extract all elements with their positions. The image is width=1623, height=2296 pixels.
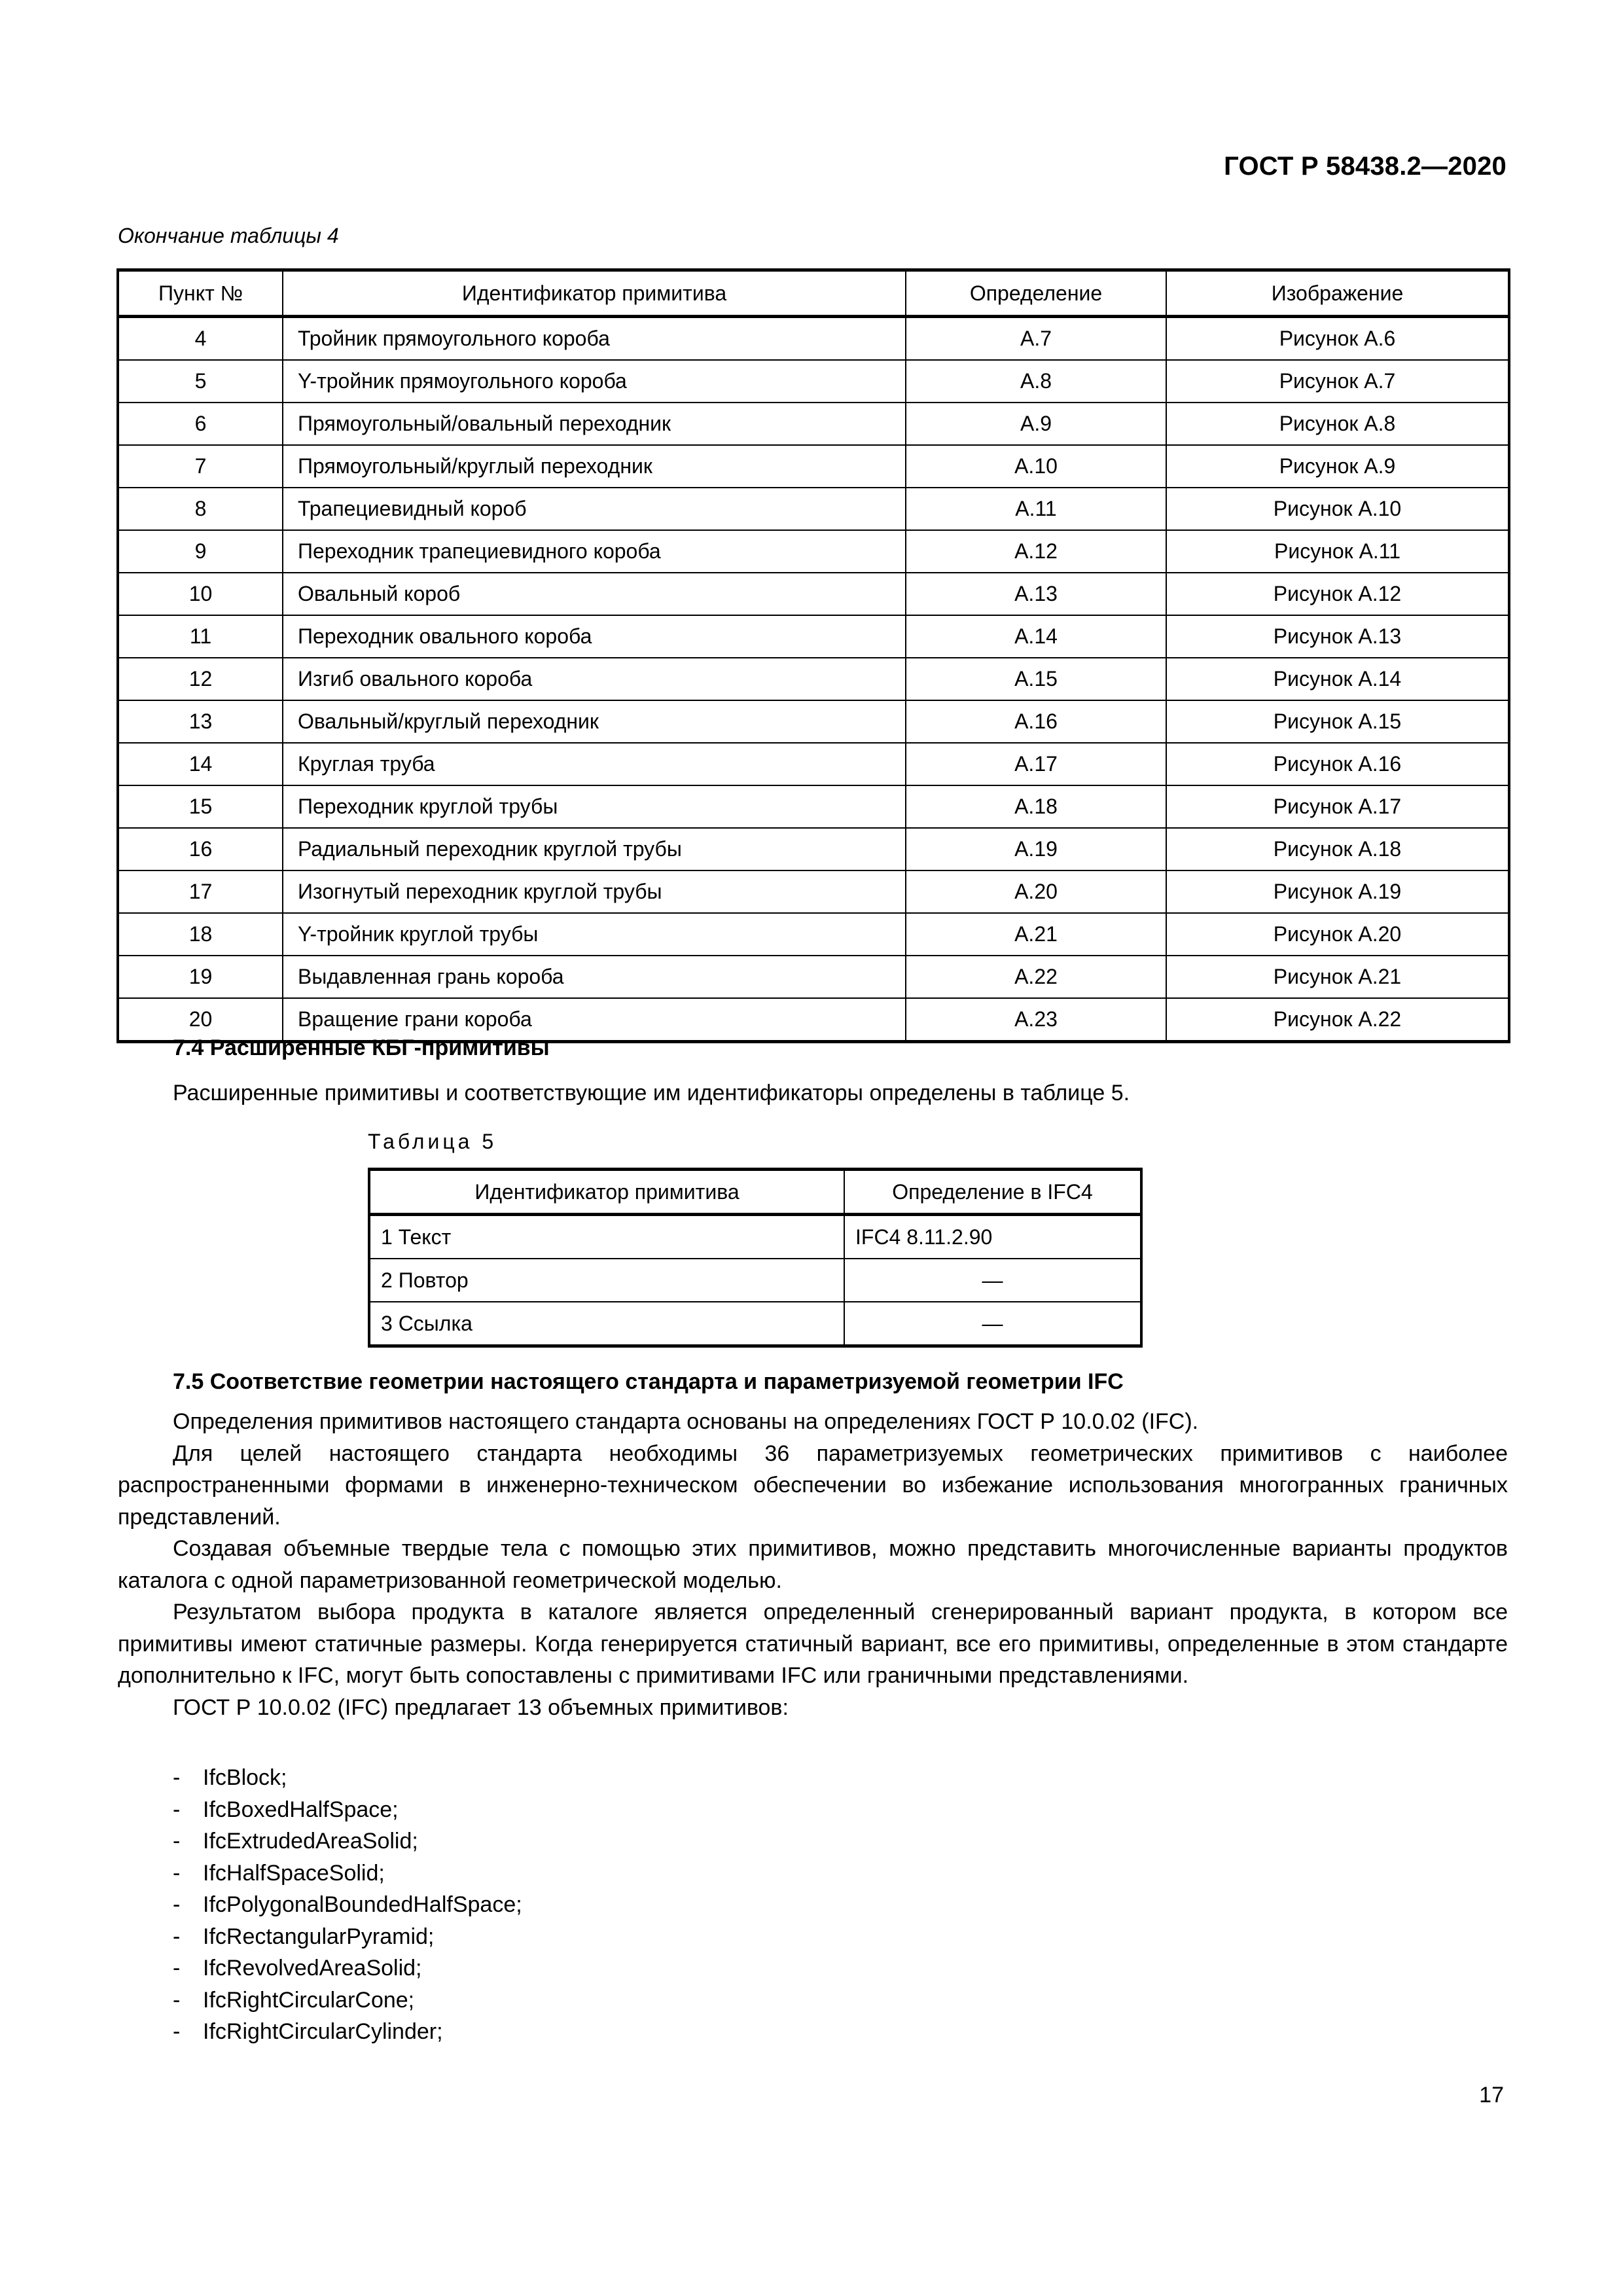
table5-header-row <box>369 1170 1141 1215</box>
table4-cell-definition: А.10 <box>906 445 1166 488</box>
ifc-primitives-list <box>173 1762 958 2048</box>
paragraph-section-7-5: Определения примитивов настоящего стандарта основаны на определениях ГОСТ Р 10.0.02 (IFC). <box>173 1409 1199 1434</box>
table4-cell-number: 8 <box>118 488 283 530</box>
table4-cell-number: 17 <box>118 870 283 913</box>
table-row <box>118 743 1509 785</box>
table-primitives-identifiers <box>116 268 1510 1043</box>
table4-header <box>118 270 1509 317</box>
list-item <box>173 1825 958 1857</box>
paragraph-section-7-4-intro: Расширенные примитивы и соответствующие им идентификаторы определены в таблице 5. <box>173 1081 1130 1105</box>
table-row <box>118 870 1509 913</box>
table5-cell-identifier: 2 Повтор <box>369 1259 844 1302</box>
table4-cell-identifier: Выдавленная грань короба <box>283 956 906 998</box>
table4-cell-image: Рисунок А.11 <box>1166 530 1509 573</box>
ifc-primitive-label: IfcBoxedHalfSpace; <box>203 1797 399 1822</box>
list-dash-marker: - <box>173 1956 181 1981</box>
table4-cell-identifier: Прямоугольный/овальный переходник <box>283 403 906 445</box>
table5-cell-definition: IFC4 8.11.2.90 <box>844 1215 1141 1259</box>
table4-cell-definition: А.11 <box>906 488 1166 530</box>
table4-cell-definition: А.16 <box>906 700 1166 743</box>
ifc-primitive-label: IfcRightCircularCone; <box>203 1987 415 2013</box>
ifc-primitive-label: IfcExtrudedAreaSolid; <box>203 1829 418 1854</box>
table4-cell-number: 13 <box>118 700 283 743</box>
table5-cell-definition: — <box>844 1302 1141 1346</box>
list-item <box>173 1952 958 1984</box>
table4-cell-number: 11 <box>118 615 283 658</box>
list-dash-marker: - <box>173 1987 181 2013</box>
ifc-primitive-label: IfcHalfSpaceSolid; <box>203 1860 385 1886</box>
table4-cell-number: 10 <box>118 573 283 615</box>
table4-cell-definition: А.13 <box>906 573 1166 615</box>
table4-cell-image: Рисунок А.20 <box>1166 913 1509 956</box>
ifc-primitive-label: IfcRevolvedAreaSolid; <box>203 1956 422 1981</box>
table4-cell-identifier: Вращение грани короба <box>283 998 906 1042</box>
table4-cell-identifier: Овальный/круглый переходник <box>283 700 906 743</box>
list-dash-marker: - <box>173 1765 181 1790</box>
section-7-5-body <box>118 1406 1508 1723</box>
table4-cell-number: 7 <box>118 445 283 488</box>
table4-cell-number: 6 <box>118 403 283 445</box>
table-extended-primitives <box>368 1168 1143 1348</box>
table4-cell-identifier: Тройник прямоугольного короба <box>283 317 906 361</box>
table4-cell-identifier: Переходник овального короба <box>283 615 906 658</box>
table4-cell-definition: А.17 <box>906 743 1166 785</box>
table4-cell-identifier: Трапециевидный короб <box>283 488 906 530</box>
table4-header-row <box>118 270 1509 317</box>
table4-cell-identifier: Y-тройник круглой трубы <box>283 913 906 956</box>
table4-cell-definition: А.12 <box>906 530 1166 573</box>
table4-cell-number: 4 <box>118 317 283 361</box>
table4-cell-image: Рисунок А.17 <box>1166 785 1509 828</box>
table4-col-header-identifier: Идентификатор примитива <box>283 270 906 317</box>
heading-section-7-4: 7.4 Расширенные КБГ-примитивы <box>173 1035 550 1060</box>
paragraph-section-7-5: Для целей настоящего стандарта необходимы 36 параметризуемых геометрических примитивов с наиболее распространенными формами в инженерно-техническом обеспечении во избежание использования многогранных граничных представлений. <box>118 1441 1508 1530</box>
table4-cell-identifier: Переходник круглой трубы <box>283 785 906 828</box>
table4-body <box>118 317 1509 1042</box>
list-item <box>173 1984 958 2017</box>
table-row <box>118 785 1509 828</box>
paragraph-section-7-5: ГОСТ Р 10.0.02 (IFC) предлагает 13 объемных примитивов: <box>173 1695 789 1720</box>
table5-header <box>369 1170 1141 1215</box>
table4-cell-definition: А.22 <box>906 956 1166 998</box>
table-row <box>118 615 1509 658</box>
table4-cell-number: 16 <box>118 828 283 870</box>
table4-cell-definition: А.20 <box>906 870 1166 913</box>
table4-cell-identifier: Круглая труба <box>283 743 906 785</box>
table-row <box>369 1302 1141 1346</box>
table4-cell-identifier: Переходник трапециевидного короба <box>283 530 906 573</box>
table4-cell-number: 19 <box>118 956 283 998</box>
heading-section-7-5: 7.5 Соответствие геометрии настоящего стандарта и параметризуемой геометрии IFC <box>173 1369 1124 1394</box>
table4-cell-definition: А.8 <box>906 360 1166 403</box>
ifc-primitive-label: IfcPolygonalBoundedHalfSpace; <box>203 1892 522 1917</box>
table4-cell-number: 12 <box>118 658 283 700</box>
list-item <box>173 1857 958 1890</box>
table4-cell-definition: А.23 <box>906 998 1166 1042</box>
table4-cell-definition: А.14 <box>906 615 1166 658</box>
table4-cell-identifier: Y-тройник прямоугольного короба <box>283 360 906 403</box>
table4-cell-image: Рисунок А.6 <box>1166 317 1509 361</box>
table-row <box>118 658 1509 700</box>
table4-cell-image: Рисунок А.10 <box>1166 488 1509 530</box>
table4-cell-image: Рисунок А.16 <box>1166 743 1509 785</box>
table4-cell-image: Рисунок А.18 <box>1166 828 1509 870</box>
list-dash-marker: - <box>173 1797 181 1822</box>
table4-cell-image: Рисунок А.8 <box>1166 403 1509 445</box>
list-item <box>173 1794 958 1826</box>
table4-cell-image: Рисунок А.9 <box>1166 445 1509 488</box>
table-row <box>118 956 1509 998</box>
table4-cell-definition: А.9 <box>906 403 1166 445</box>
list-dash-marker: - <box>173 1892 181 1917</box>
table5-col-header-identifier: Идентификатор примитива <box>369 1170 844 1215</box>
table4-continuation-caption: Окончание таблицы 4 <box>118 224 339 247</box>
table-row <box>118 403 1509 445</box>
table4-cell-definition: А.7 <box>906 317 1166 361</box>
table-row <box>118 488 1509 530</box>
table4-cell-number: 14 <box>118 743 283 785</box>
table-row <box>118 913 1509 956</box>
table-row <box>369 1215 1141 1259</box>
table-row <box>118 530 1509 573</box>
table4-cell-number: 20 <box>118 998 283 1042</box>
list-item <box>173 1889 958 1921</box>
ifc-primitive-label: IfcBlock; <box>203 1765 287 1790</box>
list-dash-marker: - <box>173 1860 181 1886</box>
table4-cell-image: Рисунок А.7 <box>1166 360 1509 403</box>
table4-cell-number: 5 <box>118 360 283 403</box>
table4-cell-identifier: Изгиб овального короба <box>283 658 906 700</box>
paragraph-section-7-5: Результатом выбора продукта в каталоге является определенный сгенерированный вариант продукта, в котором все примитивы имеют статичные размеры. Когда генерируется статичный вариант, все его примитивы, определенные в этом стандарте дополнительно к IFC, могут быть сопоставлены с примитивами IFC или граничными представлениями. <box>118 1600 1508 1688</box>
table4-cell-identifier: Овальный короб <box>283 573 906 615</box>
paragraph-section-7-5: Создавая объемные твердые тела с помощью этих примитивов, можно представить многочисленные варианты продуктов каталога с одной параметризованной геометрической моделью. <box>118 1536 1508 1593</box>
table4-cell-image: Рисунок А.14 <box>1166 658 1509 700</box>
table-row <box>118 360 1509 403</box>
running-header-standard-number: ГОСТ Р 58438.2—2020 <box>1224 152 1507 181</box>
table4-col-header-number: Пункт № <box>118 270 283 317</box>
table-row <box>118 573 1509 615</box>
table4-cell-image: Рисунок А.22 <box>1166 998 1509 1042</box>
list-item <box>173 1762 958 1794</box>
page-number: 17 <box>1479 2083 1504 2108</box>
table4-cell-definition: А.21 <box>906 913 1166 956</box>
table4-cell-number: 15 <box>118 785 283 828</box>
table4-cell-image: Рисунок А.15 <box>1166 700 1509 743</box>
table4-cell-image: Рисунок А.21 <box>1166 956 1509 998</box>
table4-cell-definition: А.19 <box>906 828 1166 870</box>
table4-col-header-definition: Определение <box>906 270 1166 317</box>
ifc-primitive-label: IfcRectangularPyramid; <box>203 1924 435 1949</box>
table5-body <box>369 1215 1141 1346</box>
table-row <box>369 1259 1141 1302</box>
table4-cell-identifier: Прямоугольный/круглый переходник <box>283 445 906 488</box>
ifc-primitive-label: IfcRightCircularCylinder; <box>203 2019 443 2044</box>
table-row <box>118 828 1509 870</box>
table4-cell-number: 9 <box>118 530 283 573</box>
list-dash-marker: - <box>173 1829 181 1854</box>
table4-cell-definition: А.15 <box>906 658 1166 700</box>
table4-cell-image: Рисунок А.13 <box>1166 615 1509 658</box>
table4-cell-image: Рисунок А.12 <box>1166 573 1509 615</box>
list-dash-marker: - <box>173 2019 181 2044</box>
table-row <box>118 445 1509 488</box>
table4-cell-image: Рисунок А.19 <box>1166 870 1509 913</box>
list-item <box>173 2016 958 2048</box>
table5-cell-definition: — <box>844 1259 1141 1302</box>
table4-col-header-image: Изображение <box>1166 270 1509 317</box>
list-item <box>173 1921 958 1953</box>
table-row <box>118 317 1509 361</box>
table4-cell-identifier: Изогнутый переходник круглой трубы <box>283 870 906 913</box>
table5-cell-identifier: 3 Ссылка <box>369 1302 844 1346</box>
table4-cell-definition: А.18 <box>906 785 1166 828</box>
table5-cell-identifier: 1 Текст <box>369 1215 844 1259</box>
table4-cell-number: 18 <box>118 913 283 956</box>
table5-caption: Таблица 5 <box>368 1130 497 1153</box>
list-dash-marker: - <box>173 1924 181 1949</box>
table-row <box>118 700 1509 743</box>
table4-cell-identifier: Радиальный переходник круглой трубы <box>283 828 906 870</box>
table5-col-header-definition: Определение в IFC4 <box>844 1170 1141 1215</box>
